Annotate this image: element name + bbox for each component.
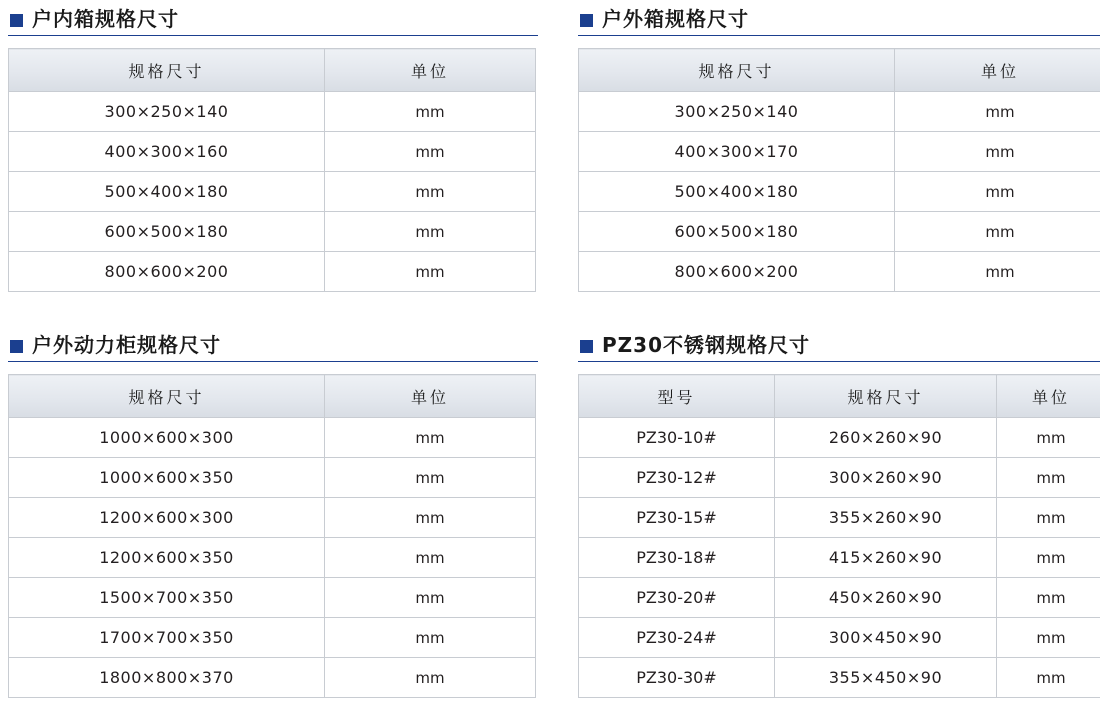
cell-spec: 500×400×180 xyxy=(579,172,895,212)
cell-spec: 600×500×180 xyxy=(579,212,895,252)
cell-spec: 1800×800×370 xyxy=(9,658,325,698)
table-row xyxy=(579,212,1100,252)
cell-spec: 1700×700×350 xyxy=(9,618,325,658)
cell-unit: mm xyxy=(895,252,1100,292)
cell-spec: 1200×600×300 xyxy=(9,498,325,538)
cell-spec: 1200×600×350 xyxy=(9,538,325,578)
cell-unit: mm xyxy=(325,458,536,498)
cell-unit: mm xyxy=(325,658,536,698)
section-heading xyxy=(578,8,1100,36)
cell-spec: 500×400×180 xyxy=(9,172,325,212)
section-indoor-box xyxy=(8,8,538,292)
cell-spec: 300×250×140 xyxy=(9,92,325,132)
table-row xyxy=(9,498,536,538)
table-row xyxy=(9,132,536,172)
cell-spec: 300×260×90 xyxy=(775,458,997,498)
column-header-spec: 规格尺寸 xyxy=(775,375,997,418)
column-header-unit: 单位 xyxy=(325,49,536,92)
table-row xyxy=(9,618,536,658)
square-marker-icon xyxy=(580,14,593,27)
table-row xyxy=(579,578,1100,618)
cell-unit: mm xyxy=(325,92,536,132)
cell-spec: 800×600×200 xyxy=(9,252,325,292)
table-row xyxy=(579,538,1100,578)
cell-unit: mm xyxy=(997,458,1100,498)
cell-spec: 300×450×90 xyxy=(775,618,997,658)
column-header-spec: 规格尺寸 xyxy=(9,49,325,92)
cell-spec: 355×260×90 xyxy=(775,498,997,538)
section-outdoor-power-cabinet xyxy=(8,292,538,698)
cell-spec: 355×450×90 xyxy=(775,658,997,698)
square-marker-icon xyxy=(10,340,23,353)
cell-spec: 300×250×140 xyxy=(579,92,895,132)
section-title: 户内箱规格尺寸 xyxy=(32,7,179,31)
pz30-table xyxy=(578,374,1100,698)
table-row xyxy=(9,172,536,212)
section-pz30-stainless-steel xyxy=(578,292,1100,698)
table-row xyxy=(9,212,536,252)
cell-unit: mm xyxy=(895,132,1100,172)
table-row xyxy=(579,498,1100,538)
cell-spec: 800×600×200 xyxy=(579,252,895,292)
table-row xyxy=(579,418,1100,458)
cell-unit: mm xyxy=(325,618,536,658)
cell-spec: 400×300×170 xyxy=(579,132,895,172)
cell-spec: 1500×700×350 xyxy=(9,578,325,618)
indoor-box-table xyxy=(8,48,536,292)
cell-model: PZ30-10# xyxy=(579,418,775,458)
table-row xyxy=(579,658,1100,698)
cell-model: PZ30-15# xyxy=(579,498,775,538)
cell-unit: mm xyxy=(997,578,1100,618)
section-heading xyxy=(8,334,538,362)
table-row xyxy=(579,172,1100,212)
table-row xyxy=(9,578,536,618)
table-row xyxy=(579,132,1100,172)
cell-unit: mm xyxy=(325,132,536,172)
cell-spec: 260×260×90 xyxy=(775,418,997,458)
table-header-row xyxy=(579,49,1100,92)
column-header-model: 型号 xyxy=(579,375,775,418)
outdoor-power-cabinet-table xyxy=(8,374,536,698)
column-header-unit: 单位 xyxy=(895,49,1100,92)
section-heading xyxy=(8,8,538,36)
cell-unit: mm xyxy=(997,538,1100,578)
table-row xyxy=(9,92,536,132)
cell-spec: 415×260×90 xyxy=(775,538,997,578)
column-header-unit: 单位 xyxy=(997,375,1100,418)
cell-unit: mm xyxy=(325,212,536,252)
cell-unit: mm xyxy=(895,212,1100,252)
table-row xyxy=(9,418,536,458)
cell-spec: 600×500×180 xyxy=(9,212,325,252)
cell-unit: mm xyxy=(895,172,1100,212)
cell-unit: mm xyxy=(997,498,1100,538)
table-row xyxy=(9,252,536,292)
table-row xyxy=(9,538,536,578)
table-row xyxy=(579,618,1100,658)
table-row xyxy=(9,458,536,498)
cell-model: PZ30-18# xyxy=(579,538,775,578)
section-title: 户外动力柜规格尺寸 xyxy=(32,333,221,357)
section-title: 户外箱规格尺寸 xyxy=(602,7,749,31)
section-outdoor-box xyxy=(578,8,1100,292)
column-header-spec: 规格尺寸 xyxy=(9,375,325,418)
cell-spec: 1000×600×300 xyxy=(9,418,325,458)
table-row xyxy=(579,458,1100,498)
column-header-spec: 规格尺寸 xyxy=(579,49,895,92)
cell-model: PZ30-30# xyxy=(579,658,775,698)
table-header-row xyxy=(9,375,536,418)
cell-spec: 1000×600×350 xyxy=(9,458,325,498)
square-marker-icon xyxy=(580,340,593,353)
table-header-row xyxy=(579,375,1100,418)
cell-unit: mm xyxy=(997,618,1100,658)
outdoor-box-table xyxy=(578,48,1100,292)
table-row xyxy=(9,658,536,698)
table-row xyxy=(579,92,1100,132)
cell-model: PZ30-12# xyxy=(579,458,775,498)
cell-spec: 450×260×90 xyxy=(775,578,997,618)
column-header-unit: 单位 xyxy=(325,375,536,418)
cell-unit: mm xyxy=(325,172,536,212)
cell-model: PZ30-20# xyxy=(579,578,775,618)
cell-model: PZ30-24# xyxy=(579,618,775,658)
cell-unit: mm xyxy=(325,252,536,292)
cell-unit: mm xyxy=(997,658,1100,698)
table-row xyxy=(579,252,1100,292)
cell-unit: mm xyxy=(325,498,536,538)
section-title: PZ30不锈钢规格尺寸 xyxy=(602,333,810,357)
cell-unit: mm xyxy=(325,418,536,458)
cell-unit: mm xyxy=(997,418,1100,458)
table-header-row xyxy=(9,49,536,92)
cell-unit: mm xyxy=(325,538,536,578)
square-marker-icon xyxy=(10,14,23,27)
cell-unit: mm xyxy=(895,92,1100,132)
section-heading xyxy=(578,334,1100,362)
cell-unit: mm xyxy=(325,578,536,618)
cell-spec: 400×300×160 xyxy=(9,132,325,172)
